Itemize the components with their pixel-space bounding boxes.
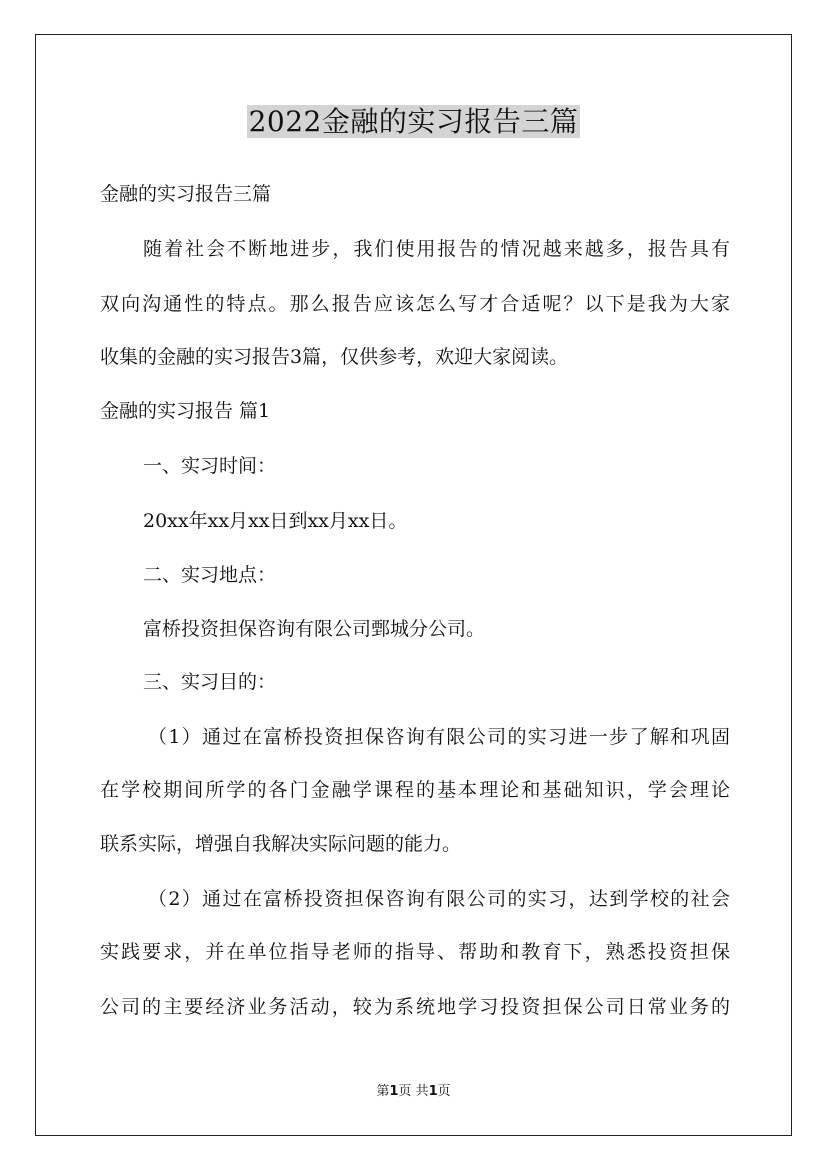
page-prefix: 第 (376, 1084, 390, 1099)
paragraph-line: 在学校期间所学的各门金融学课程的基本理论和基础知识，学会理论 (100, 779, 730, 801)
document-title (0, 100, 827, 144)
paragraph-line: 20xx年xx月xx日到xx月xx日。 (143, 510, 408, 532)
subtitle-line: 金融的实习报告三篇 (100, 183, 272, 205)
page-current-number: 1 (389, 1084, 399, 1099)
page-footer (0, 1083, 827, 1101)
page-total-number: 1 (428, 1084, 438, 1099)
paragraph-line: 收集的金融的实习报告3篇，仅供参考，欢迎大家阅读。 (100, 346, 569, 368)
paragraph-line: 三、实习目的： (143, 671, 277, 693)
paragraph-line: （1）通过在富桥投资担保咨询有限公司的实习进一步了解和巩固 (148, 726, 730, 748)
section-heading: 金融的实习报告 篇1 (100, 400, 271, 422)
paragraph-line: 随着社会不断地进步，我们使用报告的情况越来越多，报告具有 (143, 238, 730, 260)
page-mid: 页 共 (398, 1084, 429, 1099)
paragraph-line: 联系实际，增强自我解决实际问题的能力。 (100, 833, 462, 855)
paragraph-line: 富桥投资担保咨询有限公司鄄城分公司。 (143, 618, 486, 640)
paragraph-line: （2）通过在富桥投资担保咨询有限公司的实习，达到学校的社会 (148, 888, 730, 910)
paragraph-line: 一、实习时间： (143, 455, 277, 477)
document-title-text: 2022金融的实习报告三篇 (248, 105, 579, 138)
paragraph-line: 双向沟通性的特点。那么报告应该怎么写才合适呢？以下是我为大家 (100, 293, 730, 315)
paragraph-line: 二、实习地点： (143, 564, 277, 586)
page-suffix: 页 (437, 1084, 451, 1099)
paragraph-line: 实践要求，并在单位指导老师的指导、帮助和教育下，熟悉投资担保 (100, 941, 730, 963)
paragraph-line: 公司的主要经济业务活动，较为系统地学习投资担保公司日常业务的 (100, 996, 730, 1018)
